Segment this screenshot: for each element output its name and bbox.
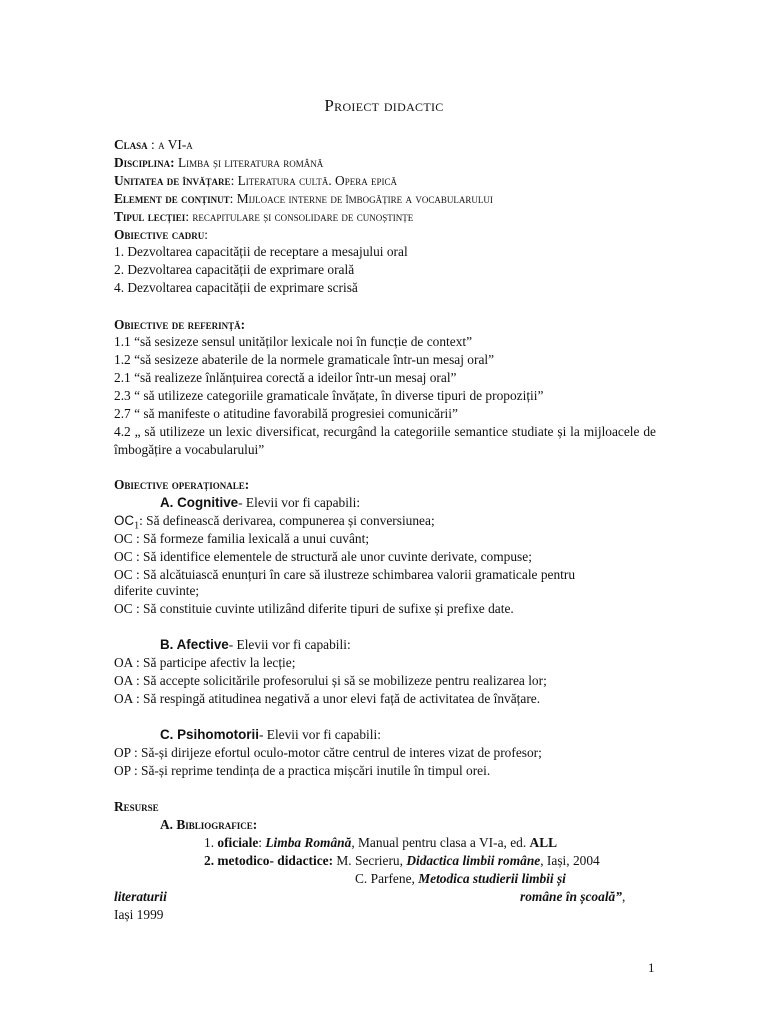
resurse-heading: Resurse [114,799,159,814]
oc-item: OC : Să constituie cuvinte utilizând diferite tipuri de sufixe și prefixe date. [114,601,514,616]
unitatea-line [114,172,659,190]
clasa-value: : a VI-a [147,137,193,152]
obiective-cadru-label: Obiective cadru [114,227,205,242]
cognitive-heading [160,494,705,512]
bibliografie-metodico [204,852,749,870]
obiectiv-referinta-item: 2.3 “ să utilizeze categoriile gramaticale învățate, în diverse tipuri de propoziții” [114,388,544,403]
oc-item: OC : Să formeze familia lexicală a unui cuvânt; [114,531,370,546]
oa-item: OA : Să participe afectiv la lecție; [114,655,296,670]
clasa-line [114,136,659,154]
oa-item: OA : Să respingă atitudinea negativă a unor elevi față de activitatea de învățare. [114,691,541,706]
disciplina-label: Disciplina: [114,155,175,170]
oficiale-title: Limba Română [265,835,352,850]
afective-label: B. Afective [160,637,229,652]
oc-text: : Să definească derivarea, compunerea și conversiunea; [139,513,435,528]
oficiale-number: 1. [204,835,218,850]
element-label: Element de conținut [114,191,230,206]
psihomotorii-heading [160,726,705,744]
tipul-line [114,208,659,226]
disciplina-value: Limba și literatura română [174,155,324,170]
op-item: OP : Să-și reprime tendința de a practica mișcări inutile în timpul orei. [114,763,491,778]
oficiale-colon: : [258,835,266,850]
parfene-title-literaturii: literaturii [114,889,167,904]
afective-heading [160,636,705,654]
oc-prefix: OC [114,513,135,528]
unitatea-label: Unitatea de învățare [114,173,231,188]
obiectiv-referinta-item: 1.1 “să sesizeze sensul unităților lexicale noi în funcție de context” [114,334,473,349]
obiectiv-referinta-item: 2.1 “să realizeze înlănțuirea corectă a ideilor într-un mesaj oral” [114,370,457,385]
obiectiv-cadru-item: 1. Dezvoltarea capacității de receptare a mesajului oral [114,244,408,259]
unitatea-value: : Literatura cultă. Opera epică [230,173,398,188]
cognitive-label: A. Cognitive [160,495,239,510]
parfene-title-romane: române în școală” [520,889,622,904]
oficiale-edition: ALL [529,835,558,850]
oc-subscript: 1 [134,520,140,532]
parfene-title: Metodica studierii limbii și [418,871,566,886]
psihomotorii-label: C. Psihomotorii [160,727,259,742]
bibliografie-oficiale [204,834,749,852]
obiectiv-referinta-item-4-2: 4.2 „ să utilizeze un lexic diversificat, recurgând la categoriile semantice studiate și la mijloacele de îmbogățire a vocabularului” [114,424,656,457]
tipul-value: : recapitulare și consolidare de cunoștințe [185,209,414,224]
metodico-title: Didactica limbii române [406,853,541,868]
oc-item-continuation: diferite cuvinte; [114,583,200,598]
disciplina-line [114,154,659,172]
oa-item: OA : Să accepte solicitările profesorului și să se mobilizeze pentru realizarea lor; [114,673,547,688]
clasa-label: Clasa [114,137,148,152]
obiectiv-cadru-item: 4. Dezvoltarea capacității de exprimare scrisă [114,280,358,295]
parfene-city-year: Iași 1999 [114,907,164,922]
metodico-author: M. Secrieru, [333,853,407,868]
oc-item: OC : Să identifice elementele de structură ale unor cuvinte derivate, compuse; [114,549,532,564]
bibliografice-heading: A. Bibliografice: [160,817,258,832]
oficiale-label: oficiale [217,835,259,850]
afective-tail: - Elevii vor fi capabili: [228,637,351,652]
obiective-cadru-suffix: : [204,227,209,242]
metodico-label: 2. metodico- didactice: [204,853,334,868]
oc-item: OC : Să alcătuiască enunțuri în care să ilustreze schimbarea valorii gramaticale pentru [114,567,576,582]
metodico-rest: , Iași, 2004 [540,853,600,868]
tipul-label: Tipul lecției [114,209,186,224]
parfene-title-end [520,888,660,906]
parfene-author: C. Parfene, [355,871,419,886]
psihomotorii-tail: - Elevii vor fi capabili: [258,727,381,742]
obiectiv-referinta-item: 1.2 “să sesizeze abaterile de la normele gramaticale într-un mesaj oral” [114,352,495,367]
oficiale-rest: , Manual pentru clasa a VI-a, ed. [351,835,530,850]
element-value: : Mijloace interne de îmbogățire a vocabularului [229,191,493,206]
parfene-comma: , [621,889,626,904]
cognitive-tail: - Elevii vor fi capabili: [238,495,361,510]
obiective-referinta-heading: Obiective de referință: [114,317,246,332]
obiectiv-referinta-item: 2.7 “ să manifeste o atitudine favorabilă progresiei comunicării” [114,406,458,421]
page-number: 1 [648,960,655,975]
bibliografie-parfene [355,870,655,888]
obiectiv-cadru-item: 2. Dezvoltarea capacității de exprimare orală [114,262,355,277]
op-item: OP : Să-și dirijeze efortul oculo-motor către centrul de interes vizat de profesor; [114,745,542,760]
obiective-operationale-heading: Obiective operaționale: [114,477,250,492]
element-line [114,190,659,208]
document-title: Proiect didactic [324,96,444,115]
obiective-cadru-heading [114,226,659,244]
